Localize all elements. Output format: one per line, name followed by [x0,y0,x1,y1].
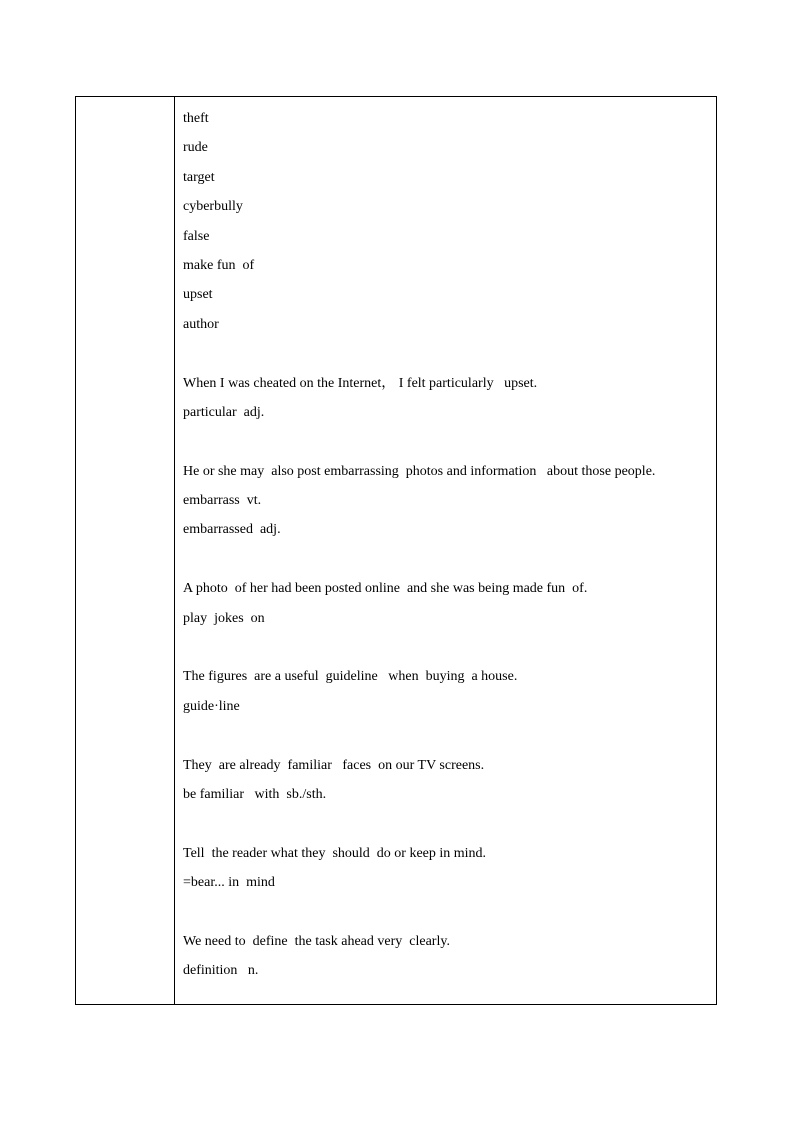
word-note: embarrassed adj. [183,522,281,538]
word-note: =bear... in mind [183,875,275,891]
vocab-item: upset [183,287,213,303]
vocab-item: target [183,169,215,185]
vocab-item: author [183,316,219,332]
example-group [183,374,710,433]
example-sentence: Tell the reader what they should do or keep in mind. [183,845,487,861]
word-note: be familiar with sb./sth. [183,786,327,802]
word-note: particular adj. [183,404,265,420]
example-sentence: He or she may also post embarrassing photos and information about those people. [183,463,656,479]
example-group [183,932,710,991]
example-group [183,667,710,726]
vocab-list [183,109,710,344]
example-sentence: The figures are a useful guideline when buying a house. [183,669,518,685]
example-sentence: They are already familiar faces on our TV screens. [183,757,485,773]
example-group [183,462,710,550]
vocab-item: make fun of [183,257,255,273]
example-sentence: A photo of her had been posted online and she was being made fun of. [183,581,588,597]
vocab-item: rude [183,140,208,156]
vocab-item: cyberbully [183,199,243,215]
example-sentence: When I was cheated on the Internet， I felt particularly upset. [183,375,538,391]
example-group [183,579,710,638]
vocab-item: false [183,228,210,244]
example-sentence: We need to define the task ahead very clearly. [183,933,450,949]
right-column [183,109,710,991]
word-note: play jokes on [183,610,265,626]
left-column [76,97,175,1004]
vocab-item: theft [183,111,209,126]
example-group [183,756,710,815]
word-note: guide·line [183,698,240,714]
content-table [75,96,717,1005]
example-group [183,844,710,903]
word-note: definition n. [183,963,259,979]
word-note: embarrass vt. [183,493,262,509]
